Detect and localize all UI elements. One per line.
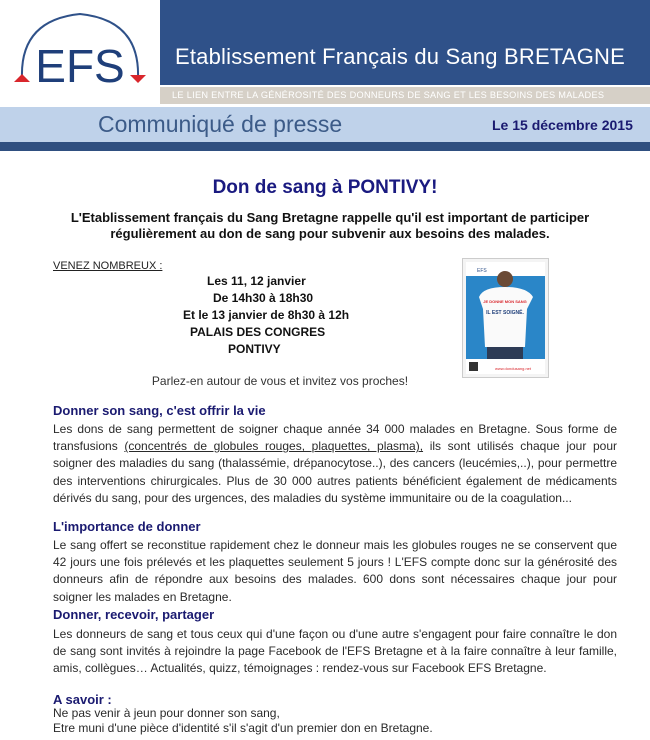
page-title: Don de sang à PONTIVY!	[212, 177, 438, 198]
underlined-text: (concentrés de globules rouges, plaquettes, plasma),	[124, 439, 424, 454]
section-heading: Donner, recevoir, partager	[53, 607, 215, 622]
a-savoir-heading: A savoir :	[53, 692, 112, 707]
press-date: Le 15 décembre 2015	[492, 117, 633, 133]
text: ils sont utilisés chaque jour pour soigner des maladies du sang (thalassémie, drépanocytose..), des cancers (leucémies,..), pour permettre des interventions chirurgicales. Plus de 30 000 autres patients bénéficient également de médicaments dérivés du sang, pour des urgences, des maladies du système immunitaire ou de la coagulation...	[53, 439, 617, 505]
section-paragraph: Le sang offert se reconstitue rapidement chez le donneur mais les globules rouges ne se conservent que 42 jours une fois prélevés et les plaquettes seulement 5 jours ! L'EFS compte donc sur la générosité des donneurs afin de répondre aux besoins des malades. 600 dons sont nécessaires chaque jour pour soigner les malades en Bretagne.	[53, 538, 617, 604]
invite-text: Parlez-en autour de vous et invitez vos proches!	[151, 374, 409, 388]
svg-text:EFS: EFS	[477, 268, 487, 274]
doc-type: Communiqué de presse	[98, 111, 343, 137]
event-date-2: Et le 13 janvier de 8h30 à 12h	[183, 308, 350, 322]
a-savoir-list	[53, 706, 617, 736]
section-heading: L'importance de donner	[53, 519, 201, 534]
a-savoir-line: Etre muni d'une pièce d'identité s'il s'agit d'un premier don en Bretagne.	[53, 721, 433, 735]
campaign-poster	[462, 258, 549, 378]
event-city: PONTIVY	[228, 342, 281, 356]
logo-text: EFS	[35, 40, 125, 92]
section-heading: Donner son sang, c'est offrir la vie	[53, 403, 266, 418]
organization-name: Etablissement Français du Sang BRETAGNE	[175, 44, 626, 69]
section-paragraph	[53, 421, 617, 507]
tagline: LE LIEN ENTRE LA GÉNÉROSITÉ DES DONNEURS DE SANG ET LES BESOINS DES MALADES	[172, 90, 605, 100]
header-band	[160, 0, 650, 85]
section-paragraph: Les donneurs de sang et tous ceux qui d'une façon ou d'une autre s'engagent pour faire connaître le don de sang sont invités à rejoindre la page Facebook de l'EFS Bretagne et à la faire connaître à leur famille, amis, collègues… Actualités, quizz, témoignages : rendez-vous sur Facebook EFS Bretagne.	[53, 627, 617, 676]
lead-paragraph: L'Etablissement français du Sang Bretagne rappelle qu'il est important de participer régulièrement au don de sang pour subvenir aux besoins des malades.	[70, 210, 590, 241]
svg-text:JE DONNE MON SANG: JE DONNE MON SANG	[483, 299, 527, 304]
header-rule	[0, 142, 650, 151]
event-dates: Les 11, 12 janvier	[207, 274, 306, 288]
svg-text:IL EST SOIGNÉ.: IL EST SOIGNÉ.	[486, 310, 524, 316]
efs-logo	[0, 0, 160, 103]
a-savoir-line: Ne pas venir à jeun pour donner son sang,	[53, 706, 280, 720]
event-hours: De 14h30 à 18h30	[213, 291, 314, 305]
text: Les dons de sang permettent de soigner chaque année 34 000 malades en Bretagne. Sous forme de transfusions	[53, 422, 617, 454]
call-to-action: VENEZ NOMBREUX :	[53, 260, 163, 272]
svg-text:www.dondusang.net: www.dondusang.net	[494, 366, 532, 371]
event-venue: PALAIS DES CONGRES	[190, 325, 326, 339]
